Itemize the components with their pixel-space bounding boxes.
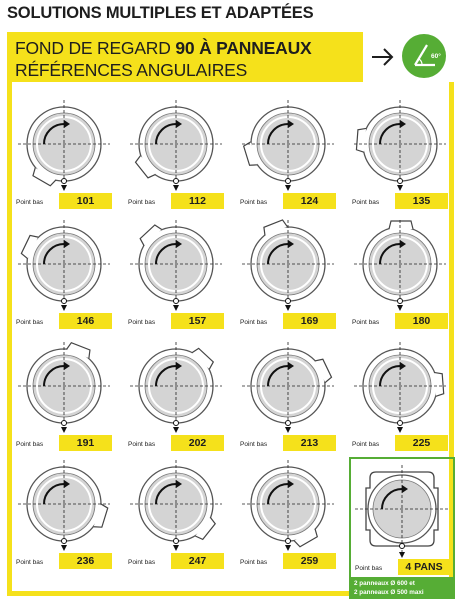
point-bas-label: Point bas [240, 559, 268, 566]
special-note [351, 577, 453, 599]
point-bas-label: Point bas [128, 441, 156, 448]
manhole-figure [238, 334, 338, 434]
banner-line-1 [15, 38, 312, 59]
manhole-figure [238, 452, 338, 552]
reference-code: 259 [283, 553, 336, 569]
reference-card [238, 92, 338, 210]
reference-code: 191 [59, 435, 112, 451]
point-bas-label: Point bas [16, 319, 44, 326]
manhole-figure [238, 92, 338, 192]
point-bas-label: Point bas [128, 559, 156, 566]
reference-code: 236 [59, 553, 112, 569]
reference-code: 4 PANS [398, 559, 450, 575]
reference-code: 112 [171, 193, 224, 209]
reference-card-special [349, 457, 455, 599]
reference-card [238, 334, 338, 452]
reference-code: 101 [59, 193, 112, 209]
reference-card [350, 334, 450, 452]
manhole-figure [14, 212, 114, 312]
point-bas-label: Point bas [16, 441, 44, 448]
reference-code: 169 [283, 313, 336, 329]
page-title: SOLUTIONS MULTIPLES ET ADAPTÉES [7, 4, 314, 22]
manhole-figure [126, 212, 226, 312]
point-bas-label: Point bas [16, 199, 44, 206]
banner-line-2: RÉFÉRENCES ANGULAIRES [15, 60, 248, 80]
manhole-figure [350, 212, 450, 312]
reference-code: 213 [283, 435, 336, 451]
manhole-figure [126, 334, 226, 434]
manhole-figure [350, 92, 450, 192]
manhole-figure [350, 334, 450, 434]
arrow-right-icon [370, 44, 396, 70]
square-manhole-figure [352, 460, 452, 560]
point-bas-label: Point bas [16, 559, 44, 566]
angle-badge [402, 34, 446, 78]
reference-code: 247 [171, 553, 224, 569]
banner-line-1-bold: 90 À PANNEAUX [175, 38, 312, 58]
angle-label: 60° [431, 53, 441, 60]
manhole-figure [14, 452, 114, 552]
reference-card [350, 212, 450, 330]
reference-code: 124 [283, 193, 336, 209]
reference-card [126, 92, 226, 210]
special-note-line-2: 2 panneaux Ø 500 maxi [354, 589, 424, 596]
reference-card [14, 92, 114, 210]
point-bas-label: Point bas [240, 319, 268, 326]
reference-code: 157 [171, 313, 224, 329]
reference-card [126, 334, 226, 452]
reference-code: 202 [171, 435, 224, 451]
angle-icon [402, 34, 446, 78]
reference-card [238, 452, 338, 570]
point-bas-label: Point bas [240, 199, 268, 206]
manhole-figure [238, 212, 338, 312]
reference-card [14, 212, 114, 330]
banner-line-1-regular: FOND DE REGARD [15, 38, 176, 58]
reference-card [238, 212, 338, 330]
point-bas-label: Point bas [128, 199, 156, 206]
manhole-figure [126, 452, 226, 552]
special-note-line-1: 2 panneaux Ø 600 et [354, 580, 415, 587]
manhole-figure [14, 92, 114, 192]
point-bas-label: Point bas [352, 199, 380, 206]
reference-card [126, 452, 226, 570]
manhole-figure [14, 334, 114, 434]
reference-card [350, 92, 450, 210]
reference-code: 180 [395, 313, 448, 329]
reference-code: 146 [59, 313, 112, 329]
point-bas-label: Point bas [240, 441, 268, 448]
point-bas-label: Point bas [355, 565, 383, 572]
reference-card [126, 212, 226, 330]
reference-code: 225 [395, 435, 448, 451]
reference-code: 135 [395, 193, 448, 209]
reference-card [14, 452, 114, 570]
manhole-figure [126, 92, 226, 192]
point-bas-label: Point bas [352, 441, 380, 448]
title-banner [7, 32, 363, 82]
reference-card [14, 334, 114, 452]
point-bas-label: Point bas [352, 319, 380, 326]
point-bas-label: Point bas [128, 319, 156, 326]
